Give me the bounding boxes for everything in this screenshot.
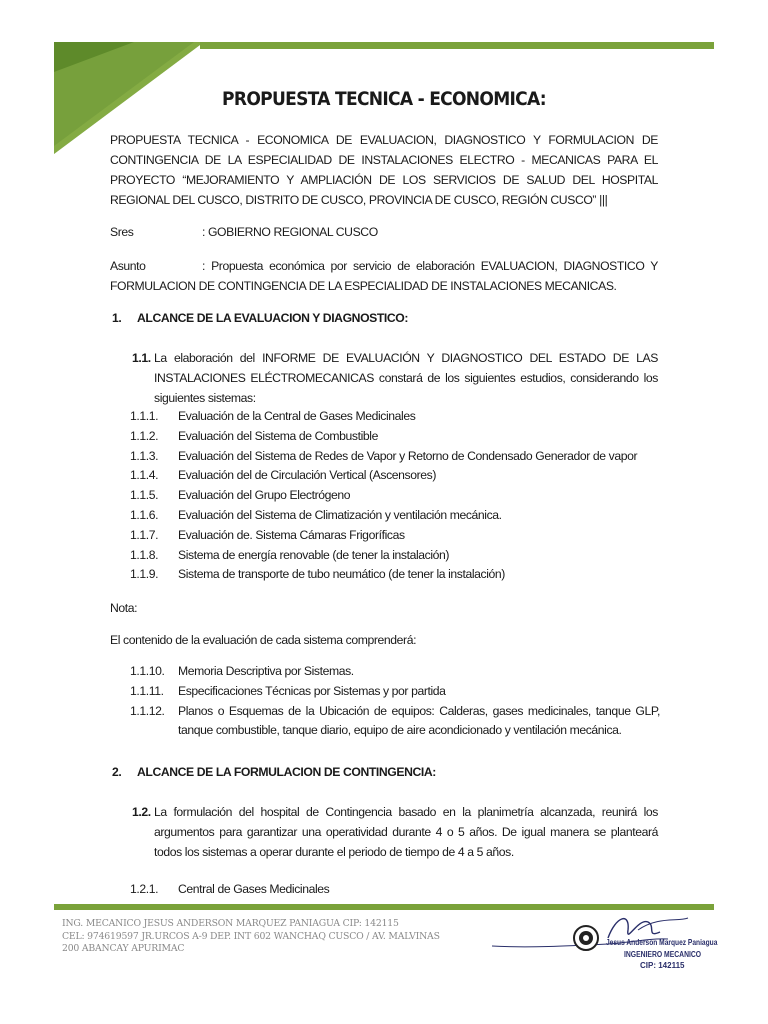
list-item: 1.1.7. Evaluación de. Sistema Cámaras Frigoríficas <box>130 527 405 542</box>
list-item: 1.1.1. Evaluación de la Central de Gases Medicinales <box>130 409 416 423</box>
list-item: 1.1.6. Evaluación del Sistema de Climatización y ventilación mecánica. <box>130 507 502 522</box>
section-2-number: 2. <box>112 765 122 779</box>
asunto-body: : Propuesta económica por servicio de elaboración EVALUACION, DIAGNOSTICO Y FORMULACION DE CONTINGENCIA DE LA ESPECIALIDAD DE INSTALACIONES MECANICAS. <box>110 259 658 293</box>
content-list <box>130 662 660 741</box>
asunto-label: Asunto <box>110 259 146 273</box>
intro-paragraph: PROPUESTA TECNICA - ECONOMICA DE EVALUACION, DIAGNOSTICO Y FORMULACION DE CONTINGENCIA DE LA ESPECIALIDAD DE INSTALACIONES ELECTRO - MECANICAS PARA EL PROYECTO “MEJORAMIENTO Y AMPLIACIÓN DE LOS SERVICIOS DE SALUD DEL HOSPITAL REGIONAL DEL CUSCO, DISTRITO DE CUSCO, PROVINCIA DE CUSCO, REGIÓN CUSCO” ||| <box>110 133 658 207</box>
footer-line-3: 200 ABANCAY APURIMAC <box>62 943 185 954</box>
list-item: 1.1.2. Evaluación del Sistema de Combustible <box>130 428 378 443</box>
list-item: 1.1.3. Evaluación del Sistema de Redes de Vapor y Retorno de Condensado Generador de vapor <box>130 448 638 463</box>
contingency-list <box>130 880 660 900</box>
section-2-title: ALCANCE DE LA FORMULACION DE CONTINGENCIA: <box>137 765 436 779</box>
sres-value: : GOBIERNO REGIONAL CUSCO <box>202 225 378 239</box>
contenido-text: El contenido de la evaluación de cada sistema comprenderá: <box>110 633 417 647</box>
nota-label: Nota: <box>110 601 138 615</box>
subsection-1-1-text: La elaboración del INFORME DE EVALUACIÓN Y DIAGNOSTICO DEL ESTADO DE LAS INSTALACIONES ELÉCTROMECANICAS constará de los siguientes estudios, considerando los siguientes sistemas: <box>154 351 658 405</box>
footer-contact <box>62 918 440 956</box>
list-item: 1.1.9. Sistema de transporte de tubo neumático (de tener la instalación) <box>130 567 505 582</box>
top-accent-bar <box>200 42 714 49</box>
list-item: 1.1.8. Sistema de energía renovable (de tener la instalación) <box>130 547 450 562</box>
list-item: 1.1.12. Planos o Esquemas de la Ubicación de equipos: Calderas, gases medicinales, tanque GLP, tanque combustible, tanque diario, equipo de aire acondicionado y ventilación mecánica. <box>130 703 660 738</box>
list-item: 1.1.5. Evaluación del Grupo Electrógeno <box>130 488 351 503</box>
footer-line-1: ING. MECANICO JESUS ANDERSON MARQUEZ PANIAGUA CIP: 142115 <box>62 918 399 929</box>
footer-line-2: CEL: 974619597 JR.URCOS A-9 DEP. INT 602 WANCHAQ CUSCO / AV. MALVINAS <box>62 930 440 942</box>
sres-label: Sres <box>110 225 134 239</box>
list-item: 1.1.10. Memoria Descriptiva por Sistemas. <box>130 664 354 678</box>
systems-list <box>130 407 660 585</box>
stamp-cip: CIP: 142115 <box>640 961 685 970</box>
stamp-name: Jesus Anderson Marquez Paniagua <box>606 937 718 947</box>
subsection-1-2 <box>132 802 658 862</box>
section-1-title: ALCANCE DE LA EVALUACION Y DIAGNOSTICO: <box>137 311 409 325</box>
asunto-text <box>110 256 658 296</box>
stamp-role: INGENIERO MECANICO <box>624 950 702 959</box>
subsection-1-1 <box>132 348 658 408</box>
list-item: 1.1.11. Especificaciones Técnicas por Sistemas y por partida <box>130 683 446 698</box>
section-1-number: 1. <box>112 311 122 325</box>
list-item: 1.2.1. Central de Gases Medicinales <box>130 882 330 896</box>
subsection-1-1-number: 1.1. <box>132 351 151 365</box>
document-title: PROPUESTA TECNICA - ECONOMICA: <box>222 88 546 110</box>
list-item: 1.1.4. Evaluación del de Circulación Vertical (Ascensores) <box>130 468 437 483</box>
subsection-1-2-number: 1.2. <box>132 805 151 819</box>
subsection-1-2-text: La formulación del hospital de Contingencia basado en la planimetría alcanzada, reunirá los argumentos para garantizar una operatividad durante 4 o 5 años. De igual manera se planteará todos los sistemas a operar durante el periodo de tiempo de 4 a 5 años. <box>154 805 658 859</box>
